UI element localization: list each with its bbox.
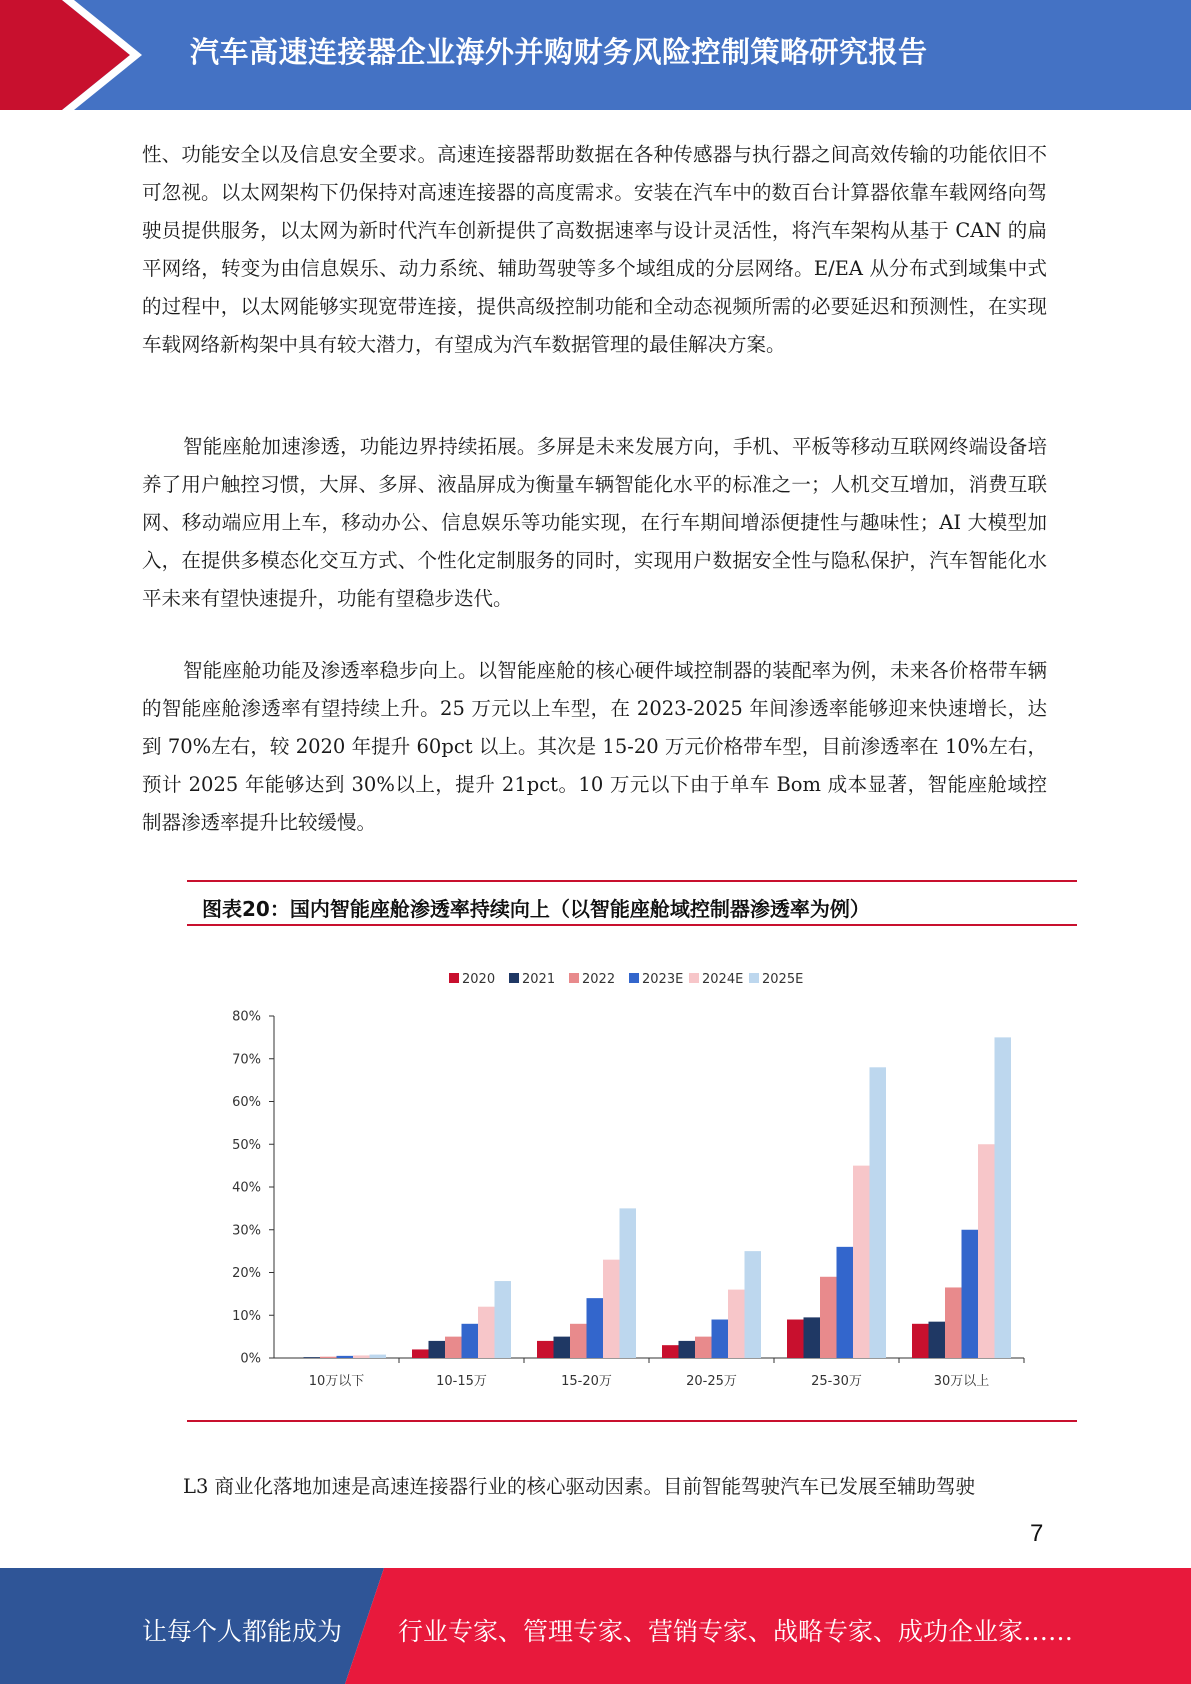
figure-top-rule <box>187 880 1077 882</box>
legend-swatch <box>569 973 579 983</box>
bar-2023E-2 <box>587 1298 604 1358</box>
bar-2023E-3 <box>712 1320 729 1358</box>
y-tick-label: 40% <box>232 1180 261 1196</box>
bar-2020-5 <box>912 1324 929 1358</box>
bar-2021-4 <box>804 1317 821 1358</box>
y-tick-label: 50% <box>232 1137 261 1153</box>
y-tick-label: 80% <box>232 1009 261 1025</box>
bar-2021-3 <box>679 1341 696 1358</box>
x-category-label: 25-30万 <box>811 1374 862 1389</box>
x-category-label: 30万以上 <box>933 1374 990 1389</box>
bar-2024E-1 <box>478 1307 495 1358</box>
body-paragraph-1: 性、功能安全以及信息安全要求。高速连接器帮助数据在各种传感器与执行器之间高效传输的功能依旧不可忽视。以太网架构下仍保持对高速连接器的高度需求。安装在汽车中的数百台计算器依靠车载网络向驾驶员提供服务，以太网为新时代汽车创新提供了高数据速率与设计灵活性，将汽车架构从基于 CAN 的扁平网络，转变为由信息娱乐、动力系统、辅助驾驶等多个域组成的分层网络。E/EA 从分布式到域集中式的过程中，以太网能够实现宽带连接，提供高级控制功能和全动态视频所需的必要延迟和预测性，在实现车载网络新构架中具有较大潜力，有望成为汽车数据管理的最佳解决方案。 <box>142 143 1047 356</box>
bar-2024E-2 <box>603 1260 620 1358</box>
bar-2021-5 <box>929 1322 946 1358</box>
page-number: 7 <box>1030 1520 1044 1547</box>
bar-2021-2 <box>554 1337 571 1358</box>
bar-2023E-1 <box>462 1324 479 1358</box>
header-arrow-logo <box>0 0 160 110</box>
footer-slogan-left: 让每个人都能成为 <box>142 1617 343 1646</box>
bar-2024E-5 <box>978 1144 995 1358</box>
legend-swatch <box>449 973 459 983</box>
bar-2025E-5 <box>995 1037 1012 1358</box>
bar-2022-5 <box>945 1287 962 1358</box>
bar-2023E-5 <box>962 1230 979 1358</box>
legend-label: 2023E <box>642 972 684 987</box>
bar-2025E-0 <box>370 1355 387 1358</box>
bar-2021-1 <box>429 1341 446 1358</box>
bar-2022-1 <box>445 1337 462 1358</box>
y-tick-label: 30% <box>232 1223 261 1239</box>
penetration-bar-chart <box>187 950 1077 1410</box>
page-header <box>0 0 1191 110</box>
y-tick-label: 10% <box>232 1308 261 1324</box>
y-tick-label: 20% <box>232 1266 261 1281</box>
x-category-label: 10-15万 <box>436 1374 487 1389</box>
bar-2020-1 <box>412 1349 429 1358</box>
x-category-label: 15-20万 <box>561 1374 612 1389</box>
figure-title: 图表20：国内智能座舱渗透率持续向上（以智能座舱域控制器渗透率为例） <box>202 897 870 921</box>
bar-2025E-4 <box>870 1067 887 1358</box>
legend-label: 2020 <box>462 972 496 987</box>
legend-label: 2021 <box>522 972 556 987</box>
bar-2020-3 <box>662 1345 679 1358</box>
bar-2024E-3 <box>728 1290 745 1358</box>
y-tick-label: 0% <box>240 1351 261 1367</box>
body-paragraph-2: 智能座舱加速渗透，功能边界持续拓展。多屏是未来发展方向，手机、平板等移动互联网终端设备培养了用户触控习惯，大屏、多屏、液晶屏成为衡量车辆智能化水平的标准之一；人机交互增加，消费互联网、移动端应用上车，移动办公、信息娱乐等功能实现，在行车期间增添便捷性与趣味性；AI 大模型加入，在提供多模态化交互方式、个性化定制服务的同时，实现用户数据安全性与隐私保护，汽车智能化水平未来有望快速提升，功能有望稳步迭代。 <box>142 435 1047 610</box>
footer-slogan-right: 行业专家、管理专家、营销专家、战略专家、成功企业家…… <box>398 1617 1074 1646</box>
legend-label: 2022 <box>582 972 616 987</box>
x-category-label: 20-25万 <box>686 1374 737 1389</box>
x-category-label: 10万以下 <box>308 1374 365 1389</box>
legend-swatch <box>629 973 639 983</box>
report-title: 汽车高速连接器企业海外并购财务风险控制策略研究报告 <box>190 35 928 69</box>
bar-2025E-3 <box>745 1251 762 1358</box>
bar-2022-0 <box>320 1357 337 1358</box>
bar-2023E-0 <box>337 1356 354 1358</box>
page-footer <box>0 1568 1191 1684</box>
bar-2020-4 <box>787 1320 804 1358</box>
legend-label: 2025E <box>762 972 804 987</box>
bar-2025E-2 <box>620 1208 637 1358</box>
body-paragraph-4: L3 商业化落地加速是高速连接器行业的核心驱动因素。目前智能驾驶汽车已发展至辅助驾驶 <box>183 1475 976 1498</box>
bar-2023E-4 <box>837 1247 854 1358</box>
bar-2022-4 <box>820 1277 837 1358</box>
legend-swatch <box>749 973 759 983</box>
bar-2020-2 <box>537 1341 554 1358</box>
figure-bottom-rule <box>187 1420 1077 1422</box>
legend-label: 2024E <box>702 972 744 987</box>
y-tick-label: 60% <box>232 1095 261 1110</box>
legend-swatch <box>689 973 699 983</box>
body-paragraph-3: 智能座舱功能及渗透率稳步向上。以智能座舱的核心硬件域控制器的装配率为例，未来各价格带车辆的智能座舱渗透率有望持续上升。25 万元以上车型，在 2023-2025 年间渗透率能够迎来快速增长，达到 70%左右，较 2020 年提升 60pct 以上。其次是 15-20 万元价格带车型，目前渗透率在 10%左右，预计 2025 年能够达到 30%以上，提升 21pct。10 万元以下由于单车 Bom 成本显著，智能座舱域控制器渗透率提升比较缓慢。 <box>142 659 1047 834</box>
figure-title-rule <box>187 924 1077 926</box>
bar-2022-3 <box>695 1337 712 1358</box>
bar-2025E-1 <box>495 1281 512 1358</box>
legend-swatch <box>509 973 519 983</box>
bar-2024E-0 <box>353 1355 370 1358</box>
bar-2022-2 <box>570 1324 587 1358</box>
bar-2024E-4 <box>853 1166 870 1358</box>
bar-2021-0 <box>304 1357 321 1358</box>
y-tick-label: 70% <box>232 1052 261 1068</box>
